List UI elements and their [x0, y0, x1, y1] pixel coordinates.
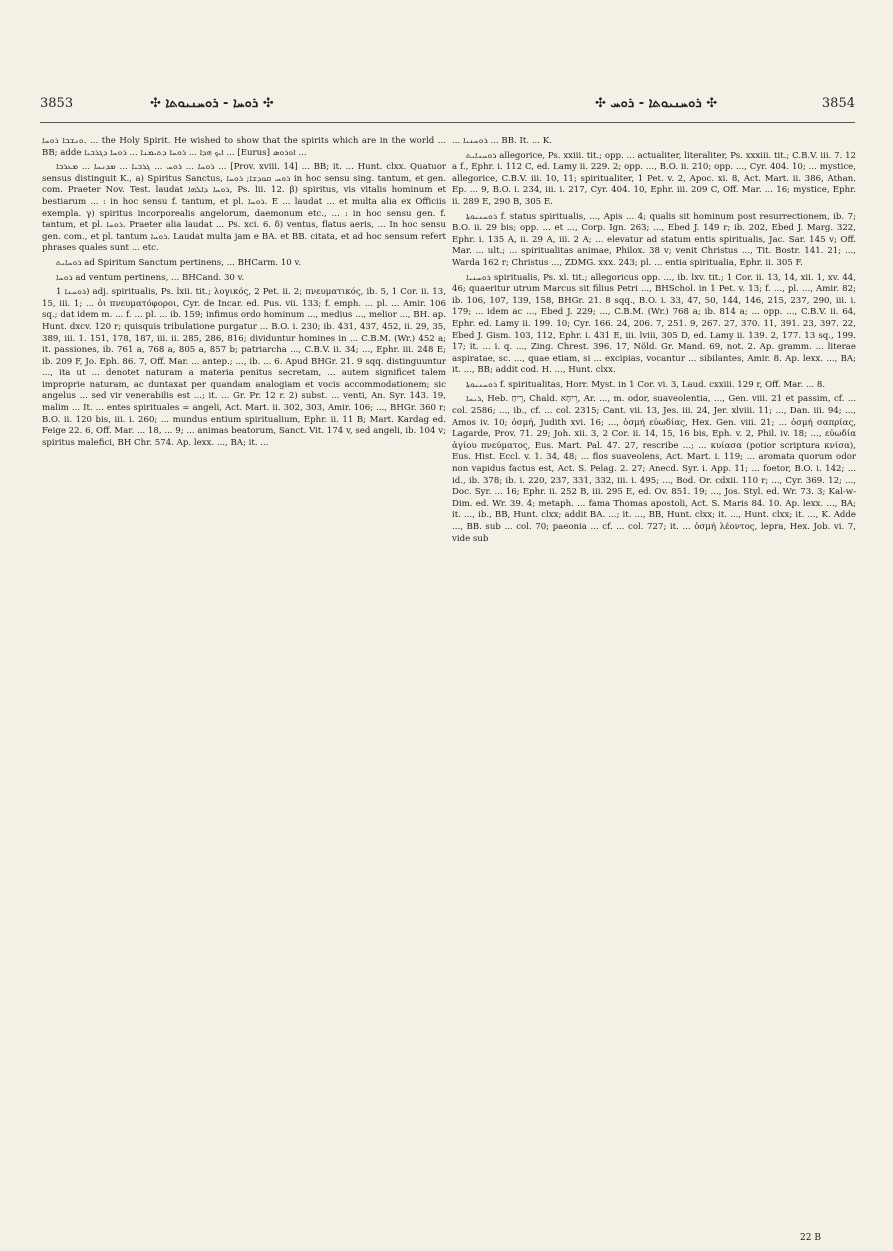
page-header — [40, 96, 855, 118]
entry-paragraph: ܪܘܚܐܝܬ ad Spiritum Sanctum pertinens, ... BHCarm. 10 v. — [56, 257, 302, 268]
page-number-left: 3853 — [40, 96, 74, 111]
entry-paragraph: ܪܘܚܢܐܝܬ allegorice, Ps. xxiii. tit.; opp. ... actualiter, literaliter, Ps. xxxiii. tit.; C.B.V. iii. 7. 12 a f., Ephr. i. 112 C, ed. Lamy ii. 229. 2; opp. ..., B.O. ii. 210; opp. ..., Cyr. 404. 10; ... mystice, allegorice, C.B.V. iii. 10, 11; spiritualiter, 1 Pet. v. 2, Apoc. xi. 8, Act. Mart. ii. 386, Athan. Ep. ... 9, B.O. i. 234, iii. i. 217, Cyr. 404. 10, Ephr. iii. 209 C, Off. Mar. ... 16; mystice, Ephr. ii. 289 E, 290 B, 305 E. — [452, 150, 856, 207]
entry-paragraph: ܘܢܫܒܐ ܪܘܚܐ. ... the Holy Spirit. He wished to show that the spirits which are in the world ... BB; adde ܐܝܟ ܗܕܐ ... ܪܘܚܐ ܕܬܝܡܢܐ ... ܪܘܚܐ ܕܓܪܒܝܐ ... [Eurus] ܐܘܪܘܣ ... — [42, 136, 446, 158]
page-number-right: 3854 — [821, 96, 855, 111]
right-column — [452, 136, 856, 548]
entry-paragraph: ܪܝܚܐ, Heb. רֵיחַ, Chald. רֵיחָא, Ar. ..., m. odor, suaveolentia, ..., Gen. viii. 21 et passim, cf. ... col. 2586; ..., ib., cf. ... col. 2315; Cant. vii. 13, Jes. iii. 24, Jer. xlviii. 11; ..., Dan. iii. 94; ..., Amos iv. 10; ὀσμή, Judith xvi. 16; ..., ὀσμή εὐωδίας, Hex. Gen. viii. 21; ... ὀσμή σαπρίας, Lagarde, Prov. 71. 29; Joh. xii. 3, 2 Cor. ii. 14, 15, 16 bis, Eph. v. 2, Phil. iv. 18; ..., εὐωδία ἁγίου πνεύματος, Eus. Mart. Pal. 47. 27, rescribe ...; ... κυίασα (potior scriptura κνίσα), Eus. Hist. Eccl. v. 1. 34, 48; ... flos suaveolens, Act. Mart. i. 119; ... aromata quorum odor non vapidus factus est, Act. S. Pelag. 2. 27; Anecd. Syr. i. App. 11; ... foetor, B.O. i. 142; ... id., ib. 378; ib. i. 220, 237, 331, 332, iii. i. 495; ..., Bod. Or. cdxii. 110 r; ..., Cyr. 369. 12; ..., Doc. Syr. ... 16; Ephr. ii. 252 B, iii. 295 E, ed. Ov. 851. 19; ..., Jos. Styl. ed. Wr. 73. 3; Kal-w-Dim. ed. Wr. 39. 4; metaph. ... fama Thomas apostoli, Act. S. Maris 84. 10. Ap. lexx. ..., BA; it. ..., ib., BB, Hunt. clxx; addit BA. ...; it. ..., BB, Hunt. clxx; it. ..., Hunt. clxx; it. ..., K. Adde ..., BB. sub ... col. 70; paeonia ... cf. ... col. 727; it. ... ὀσμή λέοντος, lepra, Hex. Job. vi. 7, vide sub — [452, 394, 856, 544]
entry-paragraph: ... ܪܘܚܢܝܐ ... BB. It. ... K. — [452, 136, 552, 146]
signature-mark: 22 B — [800, 1233, 821, 1243]
running-head-left: ✣ ܪܘܚܐ - ܪܘܚܢܝܘܬܐ ✣ — [150, 96, 274, 111]
entry-paragraph: ܪܘܚܢܝܘܬܐ f. status spiritualis, ..., Apis ... 4; qualis sit hominum post resurrectionem, ib. 7; B.O. ii. 29 bis; opp. ... et ..., Corp. Ign. 263; ..., Ebed J. 149 r; ib. 202, Ebed J. Marg. 322, Ephr. i. 135 A, ii. 29 A, iii. 2 A; ... elevatur ad statum entis spiritualis, Jac. Sar. 145 v; Off. Mar. ... ult.; ... spiritualitas animae, Philox. 38 v; venit Christus ..., Tit. Bostr. 141. 21; ..., Warda 162 r; Christus ..., ZDMG. xxx. 243; pl. ... entia spiritualia, Ephr. ii. 305 F. — [452, 211, 856, 268]
entry-paragraph: ܪܘܚܐ ... ܪܘܚ ... ܓܪܒܝܐ ... ܡܕܢܚܐ ... ܡܥܪܒܐ ... [Prov. xviii. 14] ... BB; it. ... Hunt. clxx. Quatuor sensus distinguit K., a) Spiritus Sanctus, ܪܘܚ ܩܘܕܫܐ; ܪܘܚܐ in hoc sensu sing. tantum, et gen. com. Praeter Nov. Test. laudat ܪܘܚܐ ܕܐܠܗܐ, Ps. lii. 12. β) spiritus, vis vitalis hominum et bestiarum ... : in hoc sensu f. tantum, et pl. ܪܘܚܐ. E ... laudat ... et multa alia ex Officiis exempla. γ) spiritus incorporealis angelorum, daemonum etc., ... : in hoc sensu gen. f. tantum, et pl. ܪܘܚܐ. Praeter alia laudat ... Ps. xci. 6. δ) ventus, flatus aeris, ... In hoc sensu gen. com., et pl. tantum ܪܘܚܐ. Laudat multa jam e BA. et BB. citata, et ad hoc sensum refert phrases quales sunt ... etc. — [42, 162, 447, 254]
left-column — [42, 136, 446, 452]
entry-paragraph: ܪܘܚܢܝܘܬܐ f. spiritualitas, Horr. Myst. in 1 Cor. vi. 3, Laud. cxxiii. 129 r, Off. Mar. ... 8. — [466, 379, 826, 390]
entry-paragraph: ܪܘܚܢܐ 1) adj. spiritualis, Ps. lxii. tit.; λογικός, 2 Pet. ii. 2; πνευματικός, ib. 5, 1 Cor. ii. 13, 15, iii. 1; ... ὁι πνευματόφοροι, Cyr. de Incar. ed. Pus. vii. 133; f. emph. ... pl. ... Amir. 106 sq.; dat idem m. ... f. ... pl. ... ib. 159; infimus ordo hominum ..., medius ..., melior ..., BH. ap. Hunt. dxcv. 120 r; quisquis tribulatione purgatur ... B.O. i. 230; ib. 431, 437, 452, ii. 29, 35, 389, iii. 1. 151, 178, 187, iii. ii. 285, 286, 816; dividuntur homines in ... C.B.M. (Wr.) 452 a; it. passiones, ib. 761 a, 768 a, 805 a, 857 b; patriarcha ..., C.B.V. ii. 34; ..., Ephr. iii. 248 E; ib. 209 F, Jo. Eph. 86. 7, Off. Mar. ... antep.; ..., ib. ... 6. Apud BHGr. 21. 9 sqq. distinguuntur ..., ita ut ... denotet naturam a materia penitus secretam, ... autem significet talem improprie naturam, ac duntaxat per quandam analogiam et vocis accommodationem; sic angelus ... sed vir venerabilis est ...; it. ... Gr. Pr. 12 r. 2) subst. ... venti, An. Syr. 143. 19, malim ... It. ... entes spirituales = angeli, Act. Mart. ii. 302, 303, Amir. 106; ..., BHGr. 360 r; B.O. ii. 120 bis, iii. i. 260; ... mundus entium spiritualium, Ephr. ii. 11 B; Mart. Kardag ed. Feige 22. 6, Off. Mar. ... 18, ... 9; ... animas beatorum, Sanct. Vit. 174 v, sed angeli, ib. 104 v; spiritus malefici, BH Chr. 574. Ap. lexx. ..., BA; it. ... — [42, 287, 446, 448]
running-head-right: ✣ ܪܘܚܢܝܘܬܐ - ܪܘܚ ✣ — [595, 96, 718, 111]
entry-paragraph: ܪܘܚܢܝܐ spiritualis, Ps. xl. tit.; allegoricus opp. ..., ib. lxv. tit.; 1 Cor. ii. 13, 14, xii. 1, xv. 44, 46; quaeritur utrum Marcus sit filius Petri ..., BHSchol. in 1 Pet. v. 13; f. ..., pl. ..., Amir. 82; ib. 106, 107, 139, 158, BHGr. 21. 8 sqq., B.O. i. 33, 47, 50, 144, 146, 215, 237, 290, iii. i. 179; ... idem ac ..., Ebed J. 229; ..., C.B.M. (Wr.) 768 a; ib. 814 a; ... opp. ..., C.B.V. ii. 64, Ephr. ed. Lamy ii. 199. 10; Cyr. 166. 24, 206. 7, 251. 9, 267. 27, 370. 11, 391. 23, 397. 22, Ebed J. Gism. 103, 112, Ephr. i. 431 E, iii. lviii, 305 D, ed. Lamy ii. 139. 2, 177. 13 sq., 199. 17; it. ... i. q. ..., Zing. Chrest. 396. 17, Nöld. Gr. Mand. 69, not. 2. Ap. gramm. ... literae aspiratae, sc. ..., quae etiam, si ... excipias, vocantur ... sibilantes, Amir. 8. Ap. lexx. ..., BA; it. ..., BB; addit cod. H. ..., Hunt. clxx. — [452, 272, 856, 376]
header-rule — [40, 122, 855, 123]
entry-paragraph: ܪܘܚܐ ad ventum pertinens, ... BHCand. 30 v. — [56, 272, 245, 283]
